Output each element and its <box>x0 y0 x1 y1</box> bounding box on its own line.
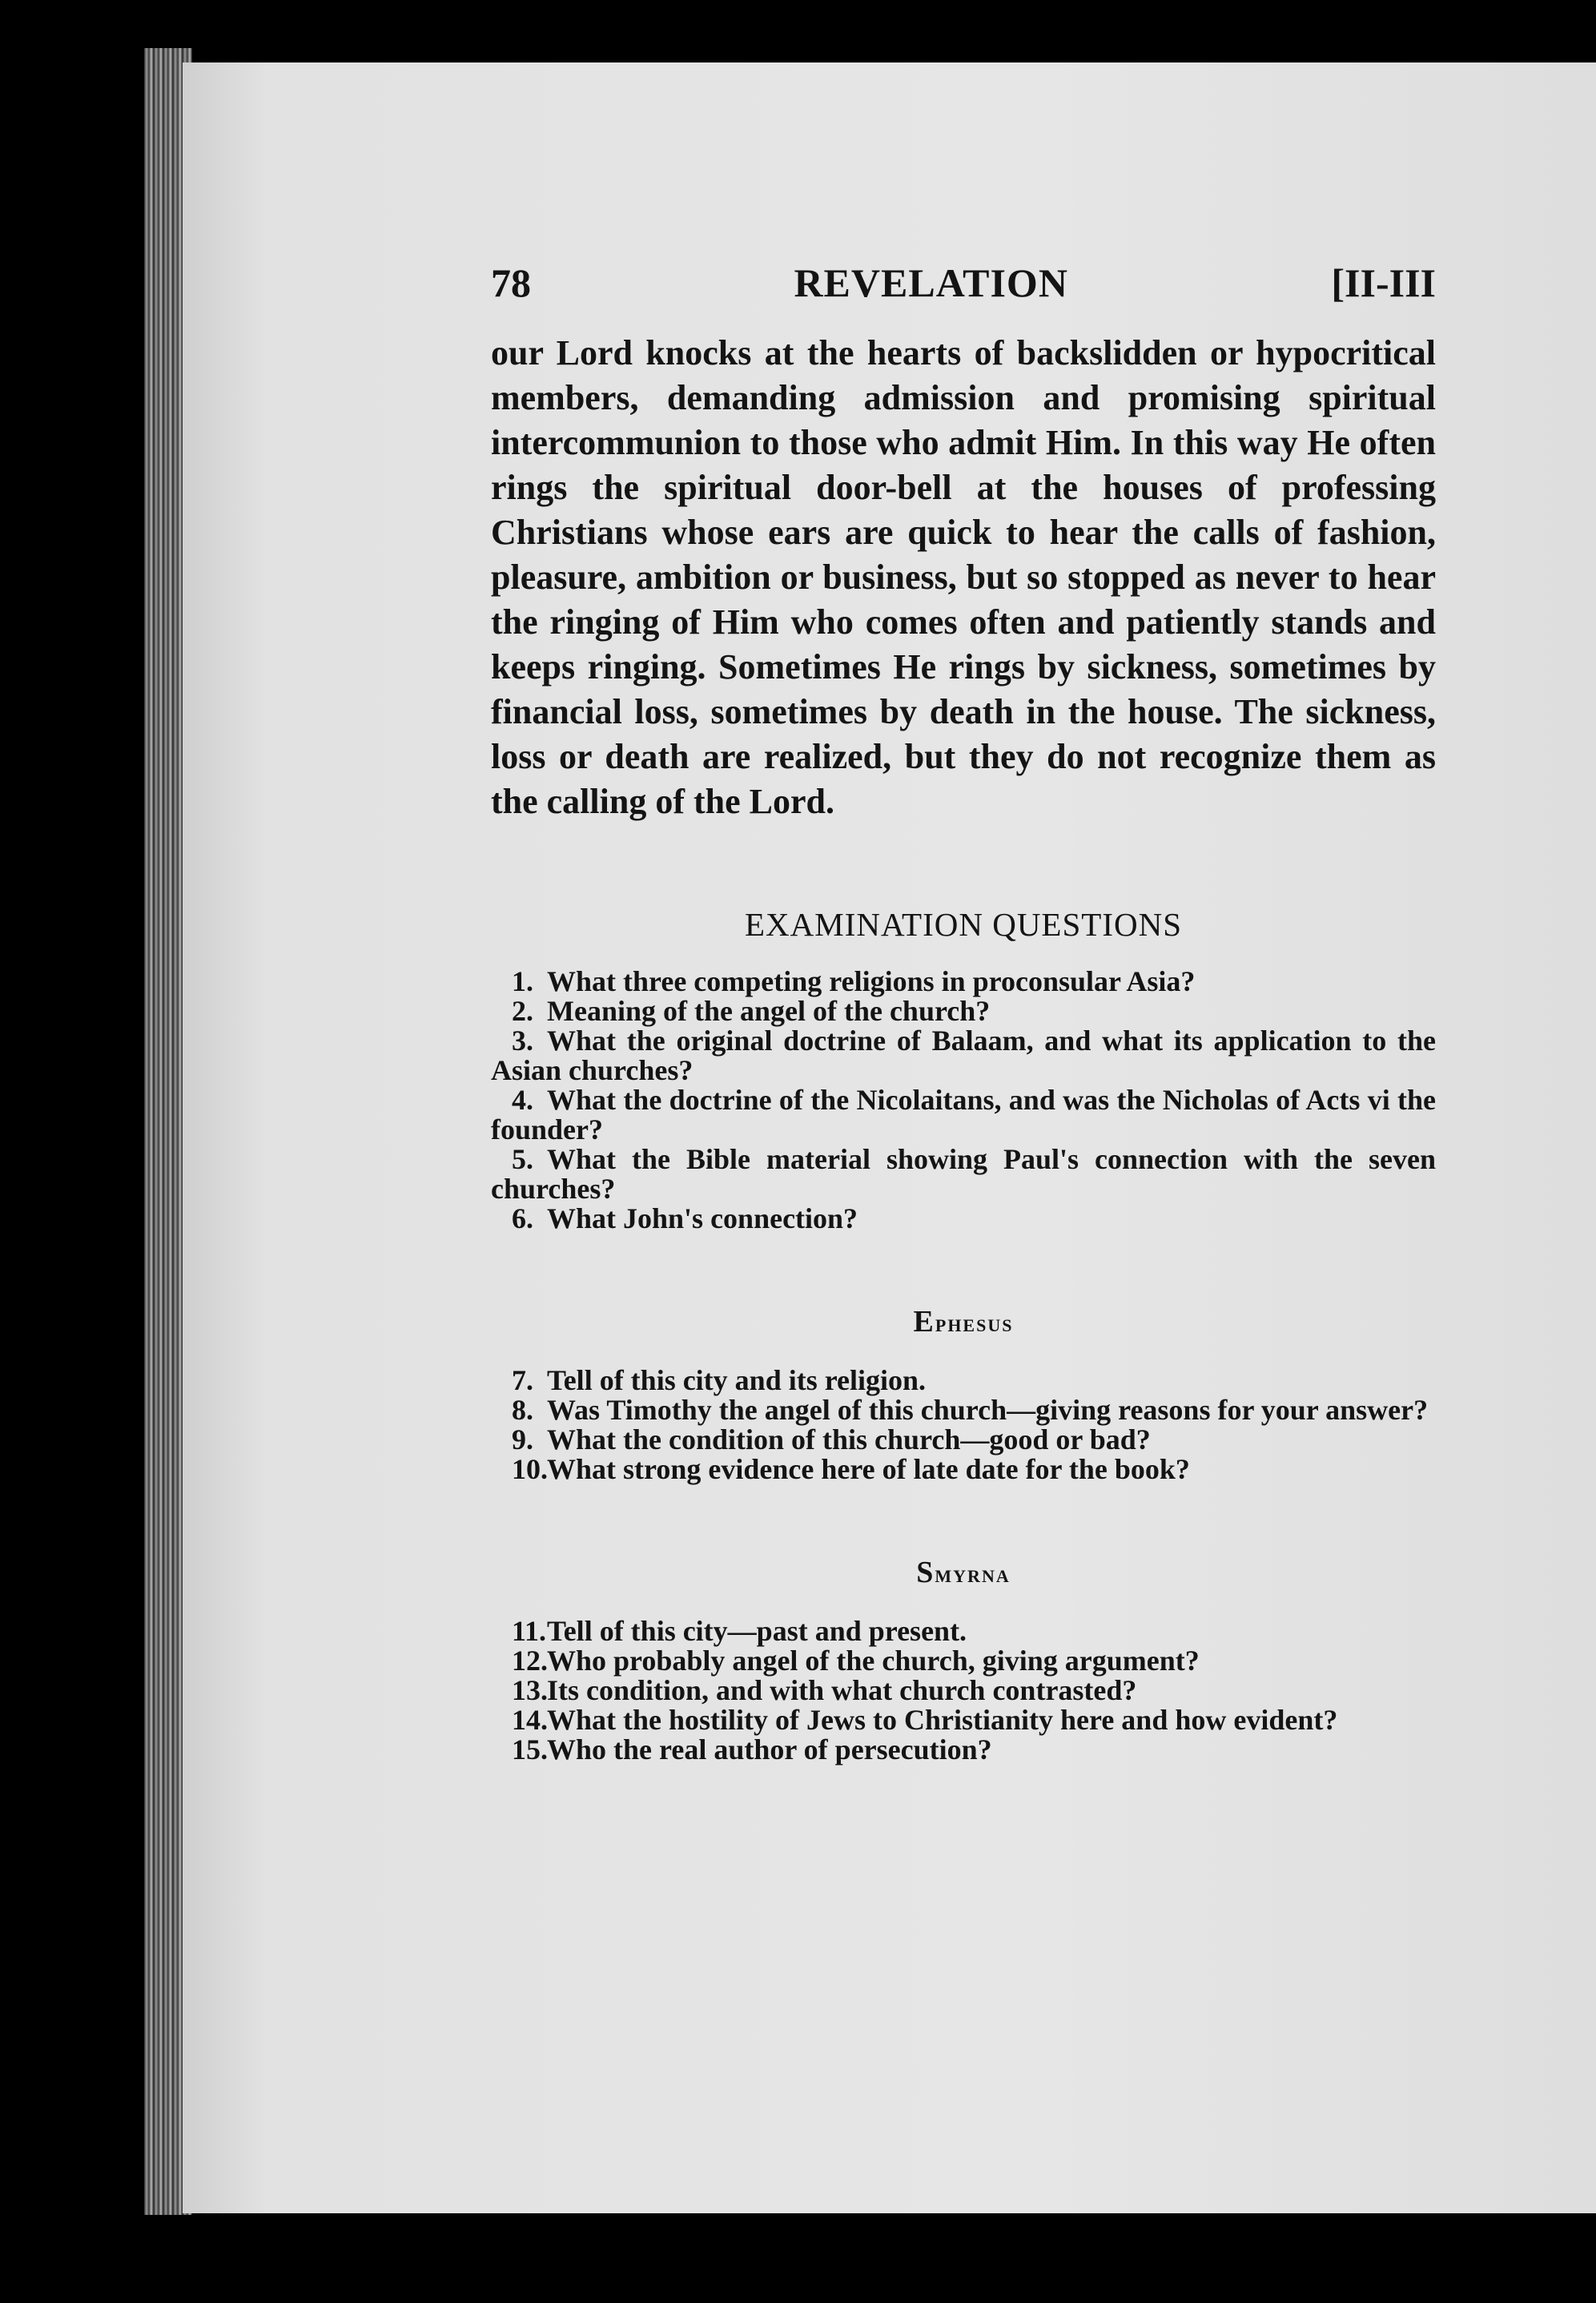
question-item <box>491 1735 1436 1765</box>
question-text: What John's connection? <box>547 1202 858 1234</box>
question-item <box>491 1395 1436 1425</box>
question-text: What strong evidence here of late date for the book? <box>547 1453 1190 1485</box>
question-number: 3. <box>512 1025 533 1057</box>
question-item <box>491 1425 1436 1455</box>
running-head <box>491 259 1436 331</box>
question-item <box>491 1617 1436 1646</box>
question-number: 2. <box>512 995 533 1027</box>
question-item <box>491 1646 1436 1676</box>
section-heading-smyrna: Smyrna <box>916 1556 1011 1589</box>
section-heading-ephesus: Ephesus <box>913 1305 1014 1339</box>
question-number: 10. <box>512 1453 548 1485</box>
question-item <box>491 996 1436 1026</box>
question-number: 1. <box>512 965 533 997</box>
question-text: What the doctrine of the Nicolaitans, and was the Nicholas of Acts vi the founder? <box>491 1084 1436 1145</box>
question-item <box>491 1455 1436 1484</box>
question-text: Was Timothy the angel of this church—giving reasons for your answer? <box>547 1394 1429 1426</box>
question-text: Meaning of the angel of the church? <box>547 995 991 1027</box>
question-text: What three competing religions in proconsular Asia? <box>547 965 1196 997</box>
question-text: Who probably angel of the church, giving argument? <box>547 1645 1200 1677</box>
question-item <box>491 1705 1436 1735</box>
chapter-reference: [II-III <box>1331 260 1436 305</box>
question-number: 8. <box>512 1394 533 1426</box>
question-number: 15. <box>512 1733 548 1765</box>
body-paragraph: our Lord knocks at the hearts of backslidden or hypocritical members, demanding admission and promising spiritual intercommunion to those who admit Him. In this way He often rings the spiritual door-bell at the houses of professing Christians whose ears are quick to hear the calls of fashion, pleasure, ambition or business, but so stopped as never to hear the ringing of Him who comes often and patiently stands and keeps ringing. Sometimes He rings by sickness, sometimes by financial loss, sometimes by death in the house. The sickness, loss or death are realized, but they do not recognize them as the calling of the Lord. <box>491 333 1436 821</box>
question-text: What the hostility of Jews to Christianity here and how evident? <box>547 1704 1338 1736</box>
question-text: Tell of this city and its religion. <box>547 1364 927 1396</box>
question-text: Tell of this city—past and present. <box>547 1615 967 1647</box>
question-item <box>491 1085 1436 1145</box>
question-number: 4. <box>512 1084 533 1116</box>
question-number: 13. <box>512 1674 548 1706</box>
question-item <box>491 1676 1436 1705</box>
question-number: 7. <box>512 1364 533 1396</box>
question-text: Who the real author of persecution? <box>547 1733 992 1765</box>
question-item <box>491 1204 1436 1234</box>
smyrna-questions-list <box>491 1617 1436 1765</box>
question-number: 12. <box>512 1645 548 1677</box>
question-text: What the Bible material showing Paul's connection with the seven churches? <box>491 1143 1436 1205</box>
examination-questions-heading: EXAMINATION QUESTIONS <box>745 906 1182 943</box>
book-page <box>183 62 1596 2213</box>
ephesus-questions-list <box>491 1366 1436 1484</box>
question-number: 11. <box>512 1615 547 1647</box>
running-title: REVELATION <box>794 260 1068 305</box>
question-text: What the original doctrine of Balaam, and what its application to the Asian churches? <box>491 1025 1436 1086</box>
question-item <box>491 1145 1436 1204</box>
question-text: What the condition of this church—good or bad? <box>547 1423 1151 1455</box>
general-questions-list <box>491 967 1436 1234</box>
page-content <box>491 259 1436 1765</box>
question-number: 9. <box>512 1423 533 1455</box>
page-number: 78 <box>491 260 531 305</box>
question-number: 6. <box>512 1202 533 1234</box>
question-text: Its condition, and with what church contrasted? <box>547 1674 1137 1706</box>
question-number: 5. <box>512 1143 533 1175</box>
question-item <box>491 1366 1436 1395</box>
question-item <box>491 1026 1436 1085</box>
question-item <box>491 967 1436 996</box>
question-number: 14. <box>512 1704 548 1736</box>
